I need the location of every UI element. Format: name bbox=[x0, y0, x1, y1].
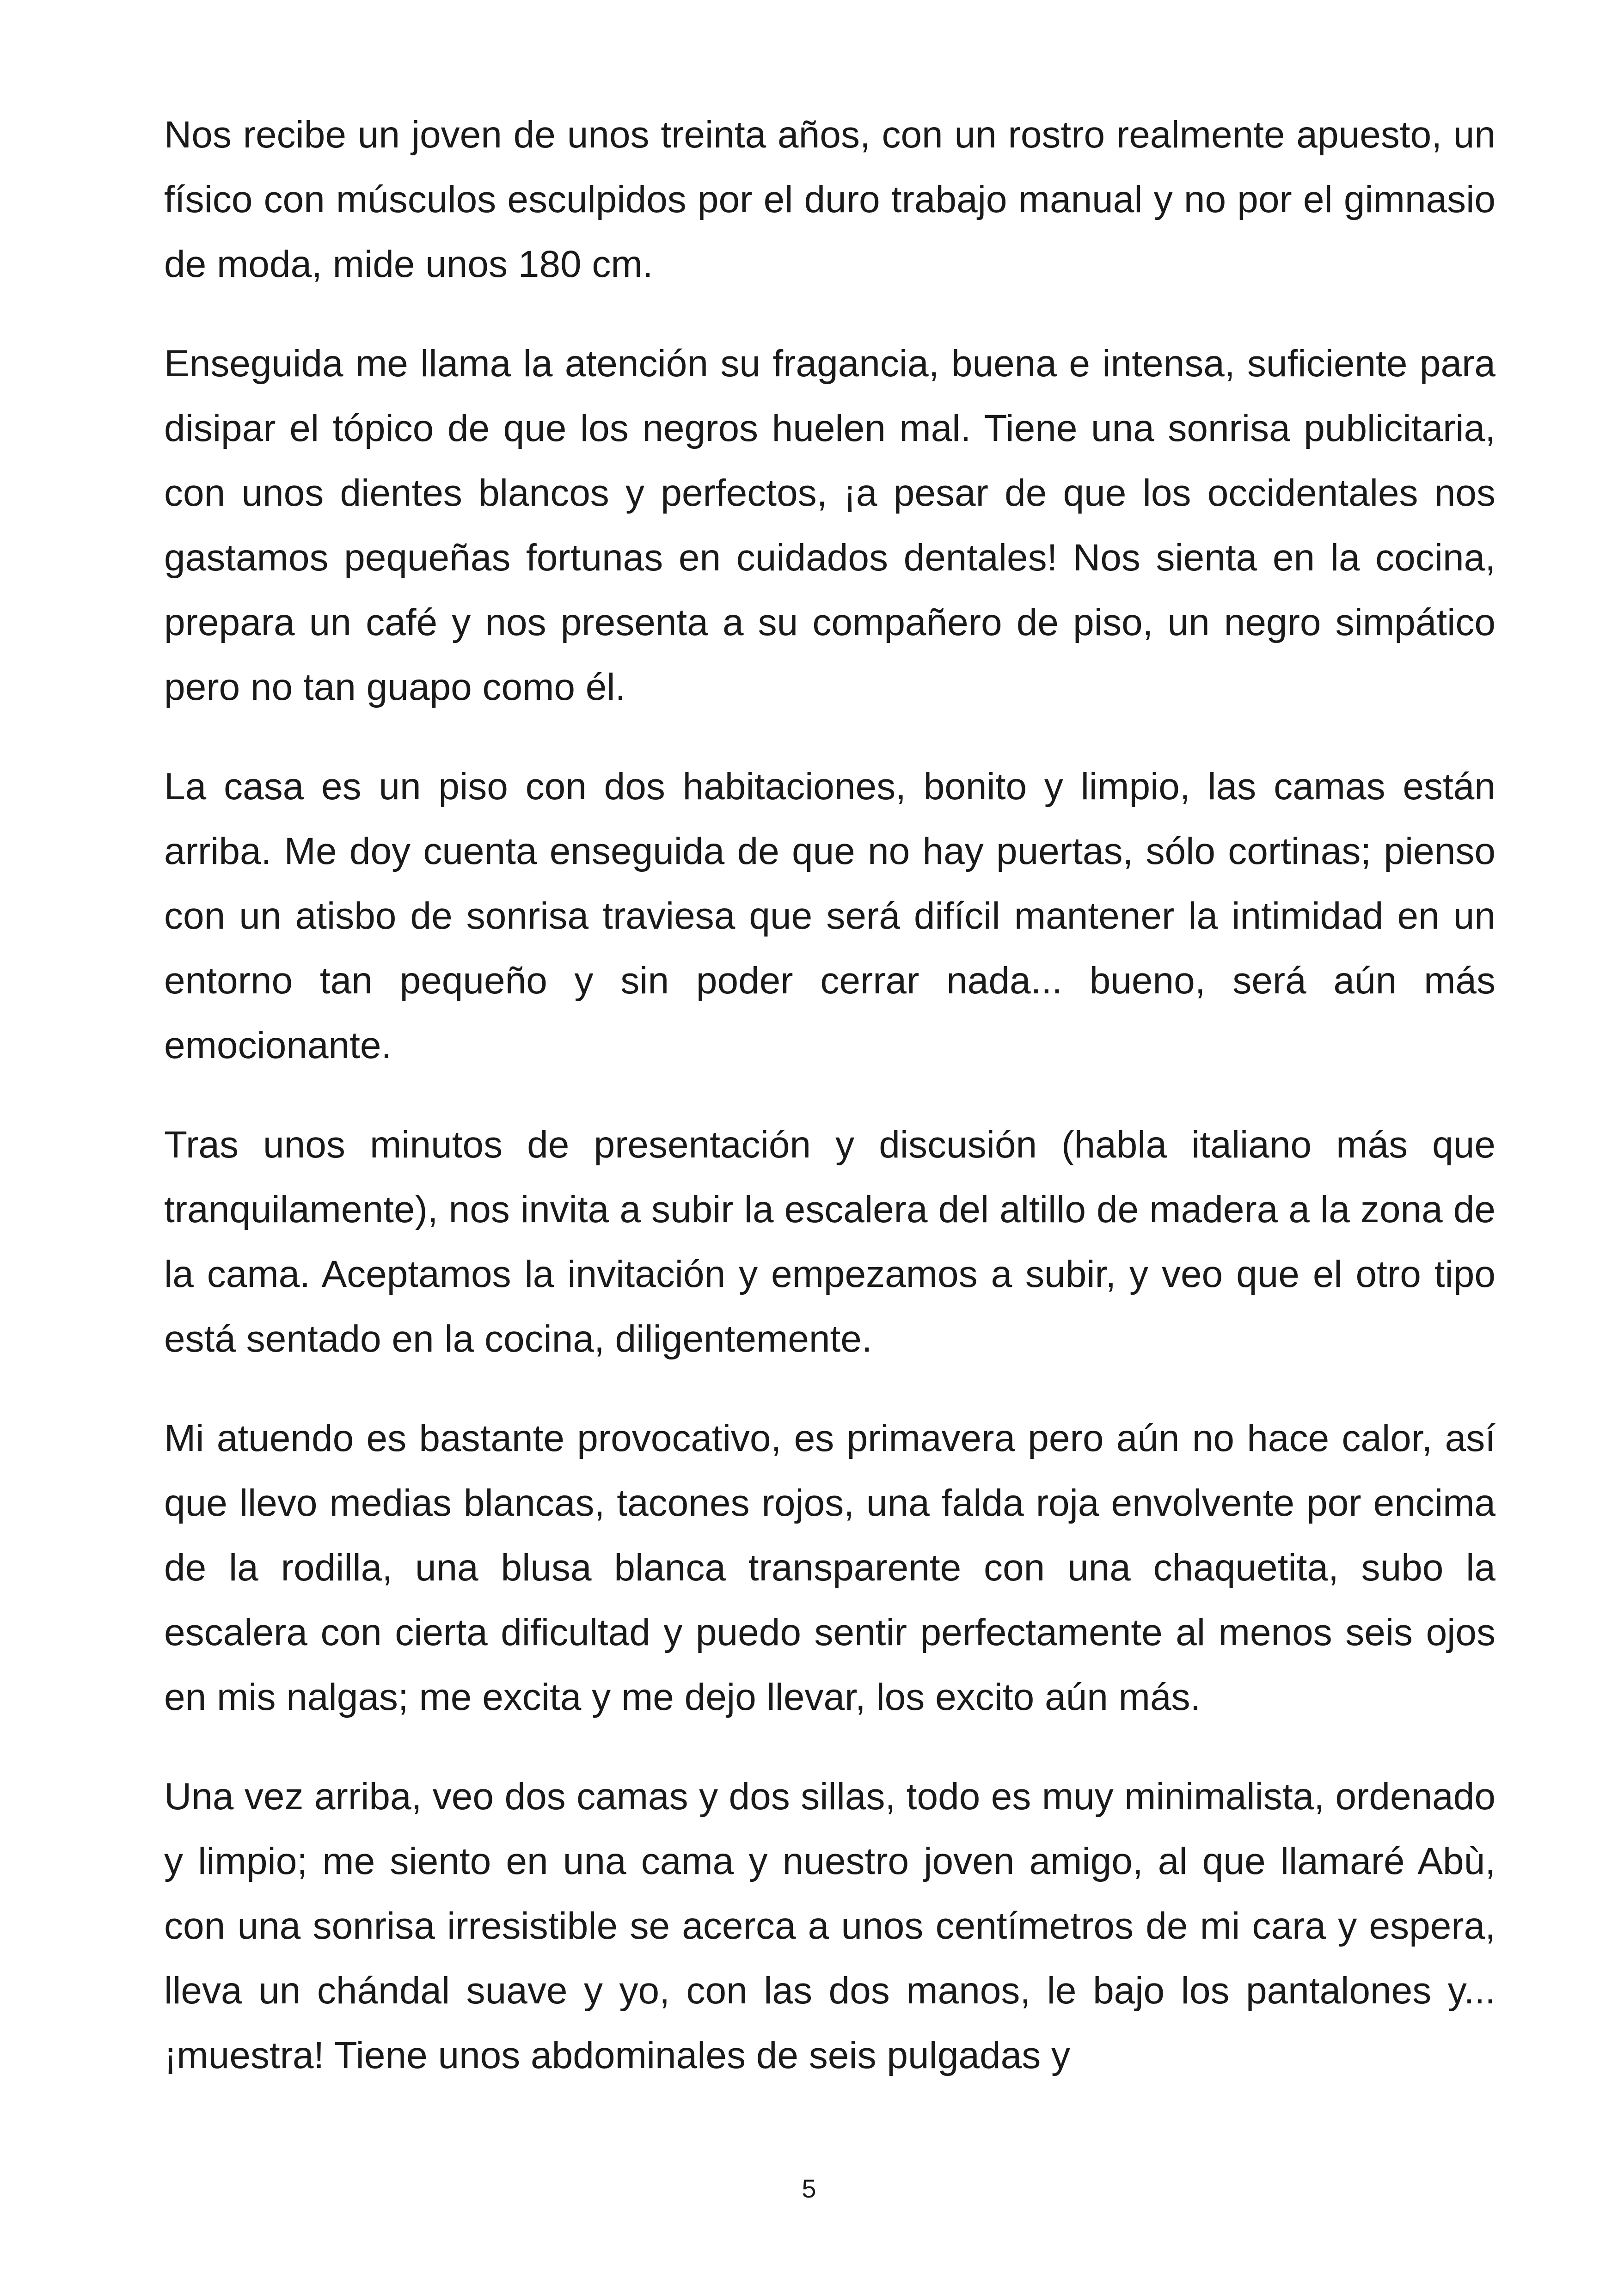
paragraph-4: Tras unos minutos de presentación y discusión (habla italiano más que tranquilamente), nos invita a subir la escalera del altillo de madera a la zona de la cama. Aceptamos la invitación y empezamos a subir, y veo que el otro tipo está sentado en la cocina, diligentemente. bbox=[164, 1124, 1495, 1360]
paragraph-6: Una vez arriba, veo dos camas y dos sillas, todo es muy minimalista, ordenado y limpio; me siento en una cama y nuestro joven amigo, al que llamaré Abù, con una sonrisa irresistible se acerca a unos centímetros de mi cara y espera, lleva un chándal suave y yo, con las dos manos, le bajo los pantalones y... ¡muestra! Tiene unos abdominales de seis pulgadas y bbox=[164, 1776, 1495, 2076]
paragraph-3: La casa es un piso con dos habitaciones, bonito y limpio, las camas están arriba. Me doy cuenta enseguida de que no hay puertas, sólo cortinas; pienso con un atisbo de sonrisa traviesa que será difícil mantener la intimidad en un entorno tan pequeño y sin poder cerrar nada... bueno, será aún más emocionante. bbox=[164, 765, 1495, 1066]
paragraph-1: Nos recibe un joven de unos treinta años, con un rostro realmente apuesto, un físico con músculos esculpidos por el duro trabajo manual y no por el gimnasio de moda, mide unos 180 cm. bbox=[164, 114, 1495, 285]
body-text bbox=[164, 103, 1495, 2123]
paragraph-5: Mi atuendo es bastante provocativo, es primavera pero aún no hace calor, así que llevo medias blancas, tacones rojos, una falda roja envolvente por encima de la rodilla, una blusa blanca transparente con una chaquetita, subo la escalera con cierta dificultad y puedo sentir perfectamente al menos seis ojos en mis nalgas; me excita y me dejo llevar, los excito aún más. bbox=[164, 1417, 1495, 1718]
page-number: 5 bbox=[802, 2174, 816, 2203]
paragraph-2: Enseguida me llama la atención su fragancia, buena e intensa, suficiente para disipar el tópico de que los negros huelen mal. Tiene una sonrisa publicitaria, con unos dientes blancos y perfectos, ¡a pesar de que los occidentales nos gastamos pequeñas fortunas en cuidados dentales! Nos sienta en la cocina, prepara un café y nos presenta a su compañero de piso, un negro simpático pero no tan guapo como él. bbox=[164, 343, 1495, 708]
